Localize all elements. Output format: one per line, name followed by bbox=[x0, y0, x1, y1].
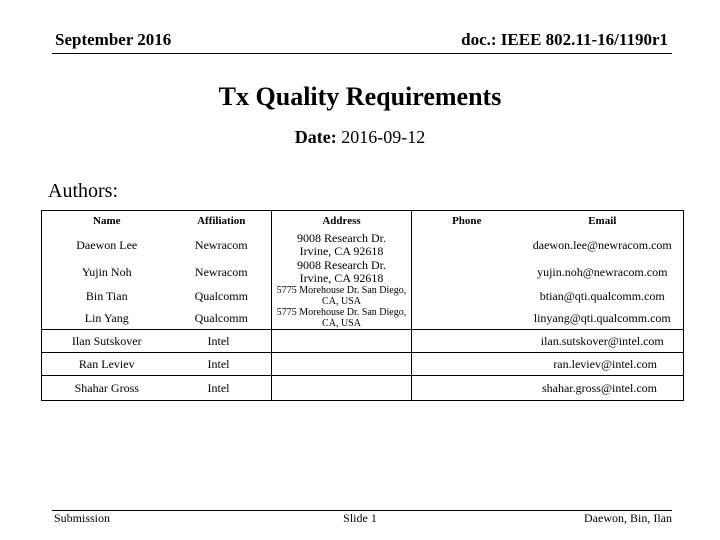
author-phone bbox=[412, 353, 522, 376]
authors-label: Authors: bbox=[48, 180, 118, 202]
author-phone bbox=[412, 376, 522, 401]
author-phone bbox=[412, 307, 522, 330]
author-phone bbox=[412, 231, 522, 259]
author-email: ran.leviev@intel.com bbox=[522, 353, 684, 376]
table-header-row bbox=[42, 211, 684, 232]
author-affiliation: Newracom bbox=[194, 237, 248, 252]
table-row bbox=[42, 259, 684, 285]
date-value: 2016-09-12 bbox=[336, 127, 426, 147]
slide-title: Tx Quality Requirements bbox=[218, 82, 502, 111]
author-phone bbox=[412, 259, 522, 285]
table-row bbox=[42, 330, 684, 353]
address-line: CA, USA bbox=[322, 318, 361, 329]
header-doc-id: doc.: IEEE 802.11-16/1190r1 bbox=[461, 30, 668, 49]
author-affiliation: Qualcomm bbox=[194, 288, 248, 303]
address-line: Irvine, CA 92618 bbox=[299, 271, 384, 285]
footer-authors: Daewon, Bin, Ilan bbox=[584, 511, 672, 525]
author-name: Daewon Lee bbox=[76, 237, 138, 252]
author-name: Lin Yang bbox=[84, 310, 129, 325]
authors-table bbox=[41, 210, 684, 401]
author-address bbox=[272, 376, 412, 401]
author-email: yujin.noh@newracom.com bbox=[537, 264, 668, 279]
author-name: Bin Tian bbox=[85, 288, 128, 303]
author-email: btian@qti.qualcomm.com bbox=[539, 288, 665, 303]
author-name: Ran Leviev bbox=[42, 353, 172, 376]
header-divider bbox=[52, 53, 672, 54]
col-header-email: Email bbox=[588, 215, 617, 227]
footer-submission: Submission bbox=[54, 511, 111, 525]
author-name: Yujin Noh bbox=[81, 264, 132, 279]
author-affiliation: Intel bbox=[172, 330, 272, 353]
author-email: daewon.lee@newracom.com bbox=[532, 237, 672, 252]
table-row bbox=[42, 353, 684, 376]
address-line: CA, USA bbox=[322, 296, 361, 307]
author-affiliation: Newracom bbox=[194, 264, 248, 279]
col-header-phone: Phone bbox=[452, 215, 482, 227]
author-phone bbox=[412, 330, 522, 353]
author-address bbox=[272, 307, 412, 330]
address-line: Irvine, CA 92618 bbox=[299, 244, 384, 258]
col-header-affiliation: Affiliation bbox=[197, 215, 246, 227]
table-row bbox=[42, 307, 684, 330]
author-affiliation: Intel bbox=[172, 376, 272, 401]
date-label: Date: bbox=[294, 127, 337, 147]
author-email: linyang@qti.qualcomm.com bbox=[533, 310, 671, 325]
address-line: 5775 Morehouse Dr. San Diego, bbox=[276, 307, 407, 318]
author-name: Shahar Gross bbox=[42, 376, 172, 401]
author-address bbox=[272, 330, 412, 353]
author-address bbox=[272, 259, 412, 285]
table-row bbox=[42, 285, 684, 307]
col-header-name: Name bbox=[93, 215, 121, 227]
address-line: 9008 Research Dr. bbox=[297, 258, 386, 272]
table-row bbox=[42, 376, 684, 401]
table-row bbox=[42, 231, 684, 259]
author-affiliation: Intel bbox=[172, 353, 272, 376]
address-line: 9008 Research Dr. bbox=[297, 231, 386, 245]
author-email: ilan.sutskover@intel.com bbox=[522, 330, 684, 353]
col-header-address: Address bbox=[272, 211, 412, 232]
footer-slide-number: Slide 1 bbox=[343, 511, 377, 525]
author-affiliation: Qualcomm bbox=[194, 310, 248, 325]
author-name: Ilan Sutskover bbox=[42, 330, 172, 353]
author-phone bbox=[412, 285, 522, 307]
address-line: 5775 Morehouse Dr. San Diego, bbox=[276, 285, 407, 296]
header-date: September 2016 bbox=[55, 30, 172, 49]
author-address bbox=[272, 285, 412, 307]
author-address bbox=[272, 231, 412, 259]
author-address bbox=[272, 353, 412, 376]
author-email: shahar.gross@intel.com bbox=[522, 376, 684, 401]
slide-date bbox=[0, 127, 720, 148]
